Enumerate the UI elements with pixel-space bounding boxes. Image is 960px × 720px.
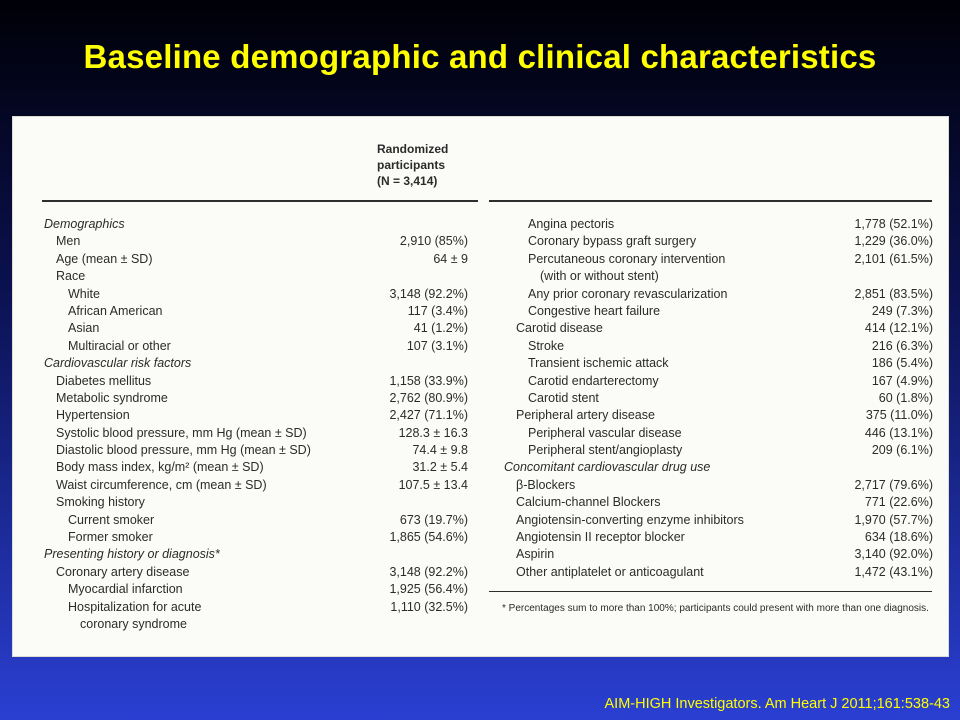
row-value: 249 (7.3%) — [871, 303, 933, 318]
row-label: White — [68, 286, 100, 301]
row-label: Current smoker — [68, 512, 155, 527]
row-label: Men — [56, 234, 81, 249]
row-label: Percutaneous coronary intervention — [528, 251, 726, 266]
row-value: 2,910 (85%) — [399, 234, 468, 249]
table-row — [13, 407, 478, 424]
row-value: 3,148 (92.2%) — [389, 286, 468, 301]
row-label: Myocardial infarction — [68, 582, 183, 597]
row-value: 446 (13.1%) — [864, 425, 933, 440]
row-label: Race — [56, 269, 86, 284]
table-row — [489, 320, 948, 337]
table-row — [489, 564, 948, 581]
table-row — [489, 512, 948, 529]
row-label: Carotid disease — [516, 321, 603, 336]
row-value: 1,110 (32.5%) — [390, 599, 468, 614]
row-value: 1,229 (36.0%) — [854, 234, 933, 249]
table-row — [13, 564, 478, 581]
row-value: 1,778 (52.1%) — [854, 217, 933, 231]
row-value: 634 (18.6%) — [864, 530, 933, 545]
row-label: Age (mean ± SD) — [56, 251, 153, 266]
row-value: 414 (12.1%) — [864, 321, 933, 336]
table-row — [13, 459, 478, 476]
slide-title: Baseline demographic and clinical characteristics — [83, 38, 877, 75]
row-value: 375 (11.0%) — [865, 408, 933, 423]
table-row — [13, 442, 478, 459]
row-label: Carotid endarterectomy — [528, 373, 659, 388]
table-row — [489, 477, 948, 494]
row-value: 167 (4.9%) — [871, 373, 933, 388]
citation: AIM-HIGH Investigators. Am Heart J 2011;161:538-43 — [604, 696, 950, 712]
row-label: β-Blockers — [516, 477, 576, 492]
table-row — [13, 599, 478, 616]
table-row — [13, 216, 478, 233]
table-row — [13, 616, 478, 633]
table-row — [13, 529, 478, 546]
row-label: Congestive heart failure — [528, 303, 661, 318]
row-label: Peripheral stent/angioplasty — [528, 443, 683, 458]
row-value: 60 (1.8%) — [878, 390, 933, 405]
row-label: Coronary bypass graft surgery — [528, 234, 697, 249]
table-row — [489, 494, 948, 511]
row-label: Cardiovascular risk factors — [44, 356, 192, 371]
table-row — [489, 233, 948, 250]
row-value: 1,925 (56.4%) — [389, 582, 468, 597]
row-label: Stroke — [528, 338, 565, 353]
row-value: 64 ± 9 — [433, 251, 468, 266]
table-row — [13, 303, 478, 320]
column-header-line-3: (N = 3,414) — [377, 174, 438, 188]
row-label: Hypertension — [56, 408, 130, 423]
row-label: Peripheral artery disease — [516, 408, 655, 423]
table-row — [489, 373, 948, 390]
table-row — [489, 529, 948, 546]
table-row — [13, 373, 478, 390]
row-label: Presenting history or diagnosis* — [44, 547, 220, 562]
row-label: (with or without stent) — [540, 269, 659, 284]
row-label: African American — [68, 303, 163, 318]
row-label: Diastolic blood pressure, mm Hg (mean ± SD) — [56, 443, 311, 458]
row-label: Metabolic syndrome — [56, 390, 168, 405]
table-row — [489, 459, 948, 476]
table-row — [13, 581, 478, 598]
header-rule-right — [489, 200, 932, 202]
table-row — [13, 355, 478, 372]
row-label: Angiotensin II receptor blocker — [516, 530, 685, 545]
left-rows — [13, 216, 478, 633]
table-row — [489, 268, 948, 285]
row-label: Other antiplatelet or anticoagulant — [516, 564, 704, 579]
row-label: Coronary artery disease — [56, 564, 190, 579]
row-label: Hospitalization for acute — [68, 599, 202, 614]
table-row — [489, 407, 948, 424]
row-label: Calcium-channel Blockers — [516, 495, 661, 510]
row-value: 2,851 (83.5%) — [854, 286, 933, 301]
row-label: Demographics — [44, 217, 125, 231]
table-row — [13, 477, 478, 494]
table-panel — [12, 116, 949, 657]
row-value: 1,970 (57.7%) — [854, 512, 933, 527]
table-row — [489, 442, 948, 459]
row-value: 2,101 (61.5%) — [854, 251, 933, 266]
row-value: 3,148 (92.2%) — [389, 564, 468, 579]
table-row — [13, 268, 478, 285]
table-row — [489, 546, 948, 563]
table-row — [13, 286, 478, 303]
row-label: Peripheral vascular disease — [528, 425, 682, 440]
row-label: Carotid stent — [528, 390, 599, 405]
row-label: Concomitant cardiovascular drug use — [504, 460, 711, 475]
row-value: 673 (19.7%) — [399, 512, 468, 527]
row-label: Any prior coronary revascularization — [528, 286, 728, 301]
table-row — [13, 320, 478, 337]
row-value: 2,762 (80.9%) — [389, 390, 468, 405]
header-rule-left — [42, 200, 478, 202]
row-label: Asian — [68, 321, 100, 336]
column-header-line-2: participants — [377, 158, 446, 172]
table-row — [489, 425, 948, 442]
table-row — [489, 338, 948, 355]
right-rows — [489, 216, 948, 581]
row-label: Angiotensin-converting enzyme inhibitors — [516, 512, 744, 527]
row-value: 771 (22.6%) — [864, 495, 933, 510]
table-row — [489, 216, 948, 233]
row-label: Waist circumference, cm (mean ± SD) — [56, 477, 267, 492]
row-value: 2,717 (79.6%) — [854, 477, 933, 492]
row-label: Smoking history — [56, 495, 145, 510]
column-header-line-1: Randomized — [377, 142, 449, 156]
table-row — [489, 251, 948, 268]
table-row — [489, 303, 948, 320]
footnote: * Percentages sum to more than 100%; participants could present with more than one diagnosis. — [502, 603, 929, 614]
row-value: 107.5 ± 13.4 — [398, 477, 468, 492]
table-row — [13, 494, 478, 511]
row-value: 41 (1.2%) — [413, 321, 468, 336]
row-label: Multiracial or other — [68, 338, 171, 353]
row-value: 2,427 (71.1%) — [389, 408, 468, 423]
row-value: 107 (3.1%) — [406, 338, 468, 353]
table-row — [13, 512, 478, 529]
row-value: 1,158 (33.9%) — [389, 373, 468, 388]
table-row — [489, 355, 948, 372]
table-row — [13, 338, 478, 355]
row-value: 209 (6.1%) — [871, 443, 933, 458]
row-label: Systolic blood pressure, mm Hg (mean ± SD) — [56, 425, 307, 440]
row-label: Transient ischemic attack — [528, 356, 669, 371]
footer-rule — [489, 591, 932, 592]
table-row — [13, 390, 478, 407]
row-value: 117 (3.4%) — [407, 303, 468, 318]
row-value: 1,472 (43.1%) — [854, 564, 933, 579]
row-value: 1,865 (54.6%) — [389, 530, 468, 545]
row-label: Angina pectoris — [528, 217, 615, 231]
row-label: coronary syndrome — [80, 616, 187, 631]
row-label: Body mass index, kg/m² (mean ± SD) — [56, 460, 264, 475]
row-value: 186 (5.4%) — [871, 356, 933, 371]
row-value: 74.4 ± 9.8 — [412, 443, 468, 458]
row-label: Former smoker — [68, 530, 153, 545]
row-value: 31.2 ± 5.4 — [412, 460, 468, 475]
table-row — [13, 233, 478, 250]
table-row — [13, 251, 478, 268]
table-row — [13, 425, 478, 442]
row-value: 216 (6.3%) — [871, 338, 933, 353]
row-value: 3,140 (92.0%) — [854, 547, 933, 562]
table-row — [13, 546, 478, 563]
table-row — [489, 390, 948, 407]
row-label: Diabetes mellitus — [56, 373, 152, 388]
row-label: Aspirin — [516, 547, 555, 562]
table-row — [489, 286, 948, 303]
column-header — [377, 141, 477, 189]
row-value: 128.3 ± 16.3 — [398, 425, 468, 440]
